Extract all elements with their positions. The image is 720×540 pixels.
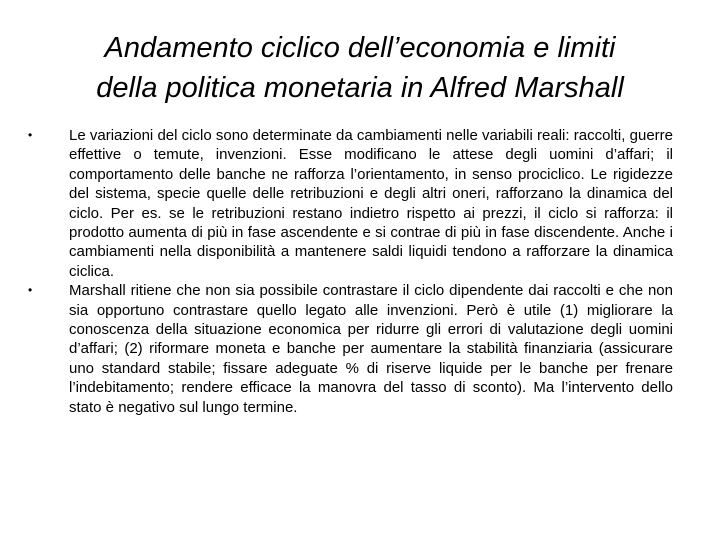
bullet-item-policy-limits — [28, 281, 673, 417]
slide-title-line-2: della politica monetaria in Alfred Marshall — [96, 72, 624, 104]
slide-title — [30, 28, 690, 108]
bullet-list — [28, 126, 673, 417]
bullet-marker: • — [28, 283, 33, 298]
slide-title-line-1: Andamento ciclico dell’economia e limiti — [104, 32, 616, 64]
bullet-text: Le variazioni del ciclo sono determinate da cambiamenti nelle variabili reali: raccolti, guerre effettive o temute, invenzioni. Esse modificano le attese degli uomini d’affari; il comportamento delle banche ne rafforza l’orientamento, in senso prociclico. Le rigidezze del sistema, specie quelle delle retribuzioni e degli altri oneri, rafforzano la dinamica del ciclo. Per es. se le retribuzioni restano indietro rispetto ai prezzi, il ciclo si rafforza: il prodotto aumenta di più in fase ascendente e si contrae di più in fase discendente. Anche i cambiamenti nella disponibilità a mantenere saldi liquidi tendono a rafforzare la dinamica ciclica. — [69, 127, 673, 280]
bullet-marker: • — [28, 128, 33, 142]
bullet-text: Marshall ritiene che non sia possibile contrastare il ciclo dipendente dai raccolti e che non sia opportuno contrastare quello legato alle invenzioni. Però è utile (1) migliorare la conoscenza della situazione economica per ridurre gli errori di valutazione degli uomini d’affari; (2) riformare moneta e banche per aumentare la stabilità finanziaria (assicurare uno standard stabile; fissare adeguate % di riserve liquide per le banche per frenare l’indebitamento; rendere efficace la manovra del tasso di sconto). Ma l’intervento dello stato è negativo sul lungo termine. — [69, 282, 673, 416]
bullet-item-cycle-causes — [28, 126, 673, 281]
